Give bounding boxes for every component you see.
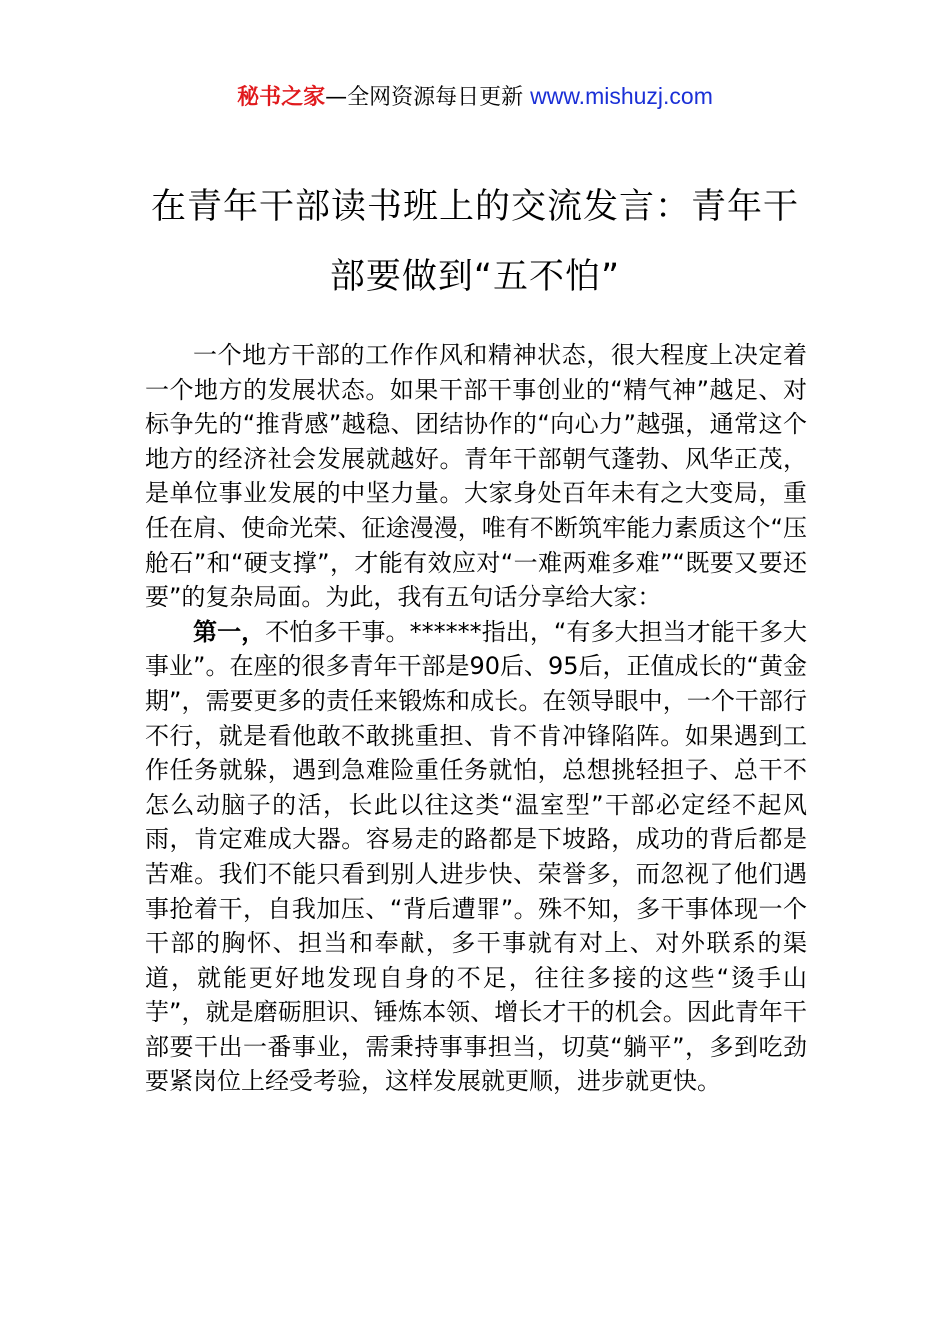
- site-header: [0, 80, 950, 114]
- site-url-link[interactable]: www.mishuzj.com: [530, 83, 713, 109]
- document-title: 在青年干部读书班上的交流发言：青年干部要做到“五不怕”: [150, 187, 799, 297]
- point-one-lead: 第一，: [193, 617, 266, 646]
- point-one-body: 不怕多干事。******指出，“有多大担当才能干多大事业”。在座的很多青年干部是90后、95后，正值成长的“黄金期”，需要更多的责任来锻炼和成长。在领导眼中，一个干部行不行，就是看他敢不敢挑重担、肯不肯冲锋陷阵。如果遇到工作任务就躲，遇到急难险重任务就怕，总想挑轻担子、总干不怎么动脑子的活，长此以往这类“温室型”干部必定经不起风雨，肯定难成大器。容易走的路都是下坡路，成功的背后都是苦难。我们不能只看到别人进步快、荣誉多，而忽视了他们遇事抢着干，自我加压、“背后遭罪”。殊不知，多干事体现一个干部的胸怀、担当和奉献，多干事就有对上、对外联系的渠道，就能更好地发现自身的不足，往往多接的这些“烫手山芋”，就是磨砺胆识、锤炼本领、增长才干的机会。因此青年干部要干出一番事业，需秉持事事担当，切莫“躺平”，多到吃劲要紧岗位上经受考验，这样发展就更顺，进步就更快。: [145, 617, 808, 1096]
- site-brand: 秘书之家: [237, 85, 326, 110]
- paragraph-intro: 一个地方干部的工作作风和精神状态，很大程度上决定着一个地方的发展状态。如果干部干事创业的“精气神”越足、对标争先的“推背感”越稳、团结协作的“向心力”越强，通常这个地方的经济社会发展就越好。青年干部朝气蓬勃、风华正茂，是单位事业发展的中坚力量。大家身处百年未有之大变局，重任在肩、使命光荣、征途漫漫，唯有不断筑牢能力素质这个“压舱石”和“硬支撑”，才能有效应对“一难两难多难”“既要又要还要”的复杂局面。为此，我有五句话分享给大家：: [145, 341, 807, 612]
- site-tagline: —全网资源每日更新: [325, 85, 531, 110]
- paragraph-point-one: [145, 615, 807, 1099]
- document-body: [145, 338, 807, 1099]
